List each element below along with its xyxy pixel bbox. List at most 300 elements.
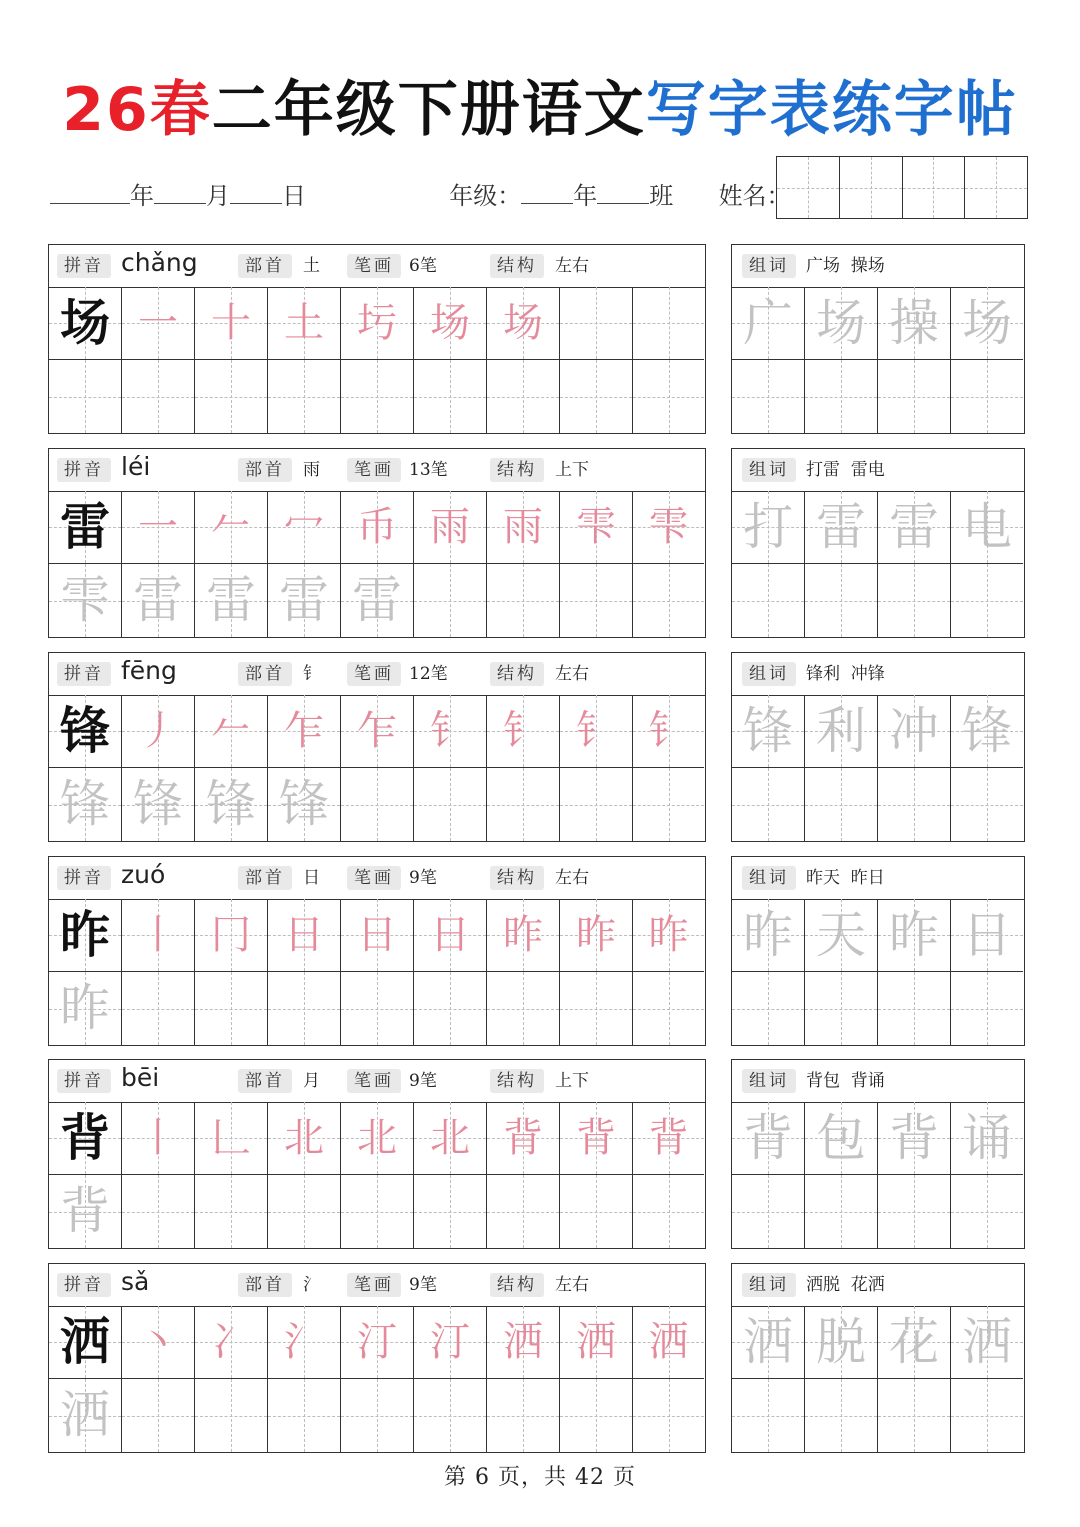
stroke-step-char: 丨 <box>138 1115 178 1161</box>
practice-cell[interactable] <box>122 972 195 1045</box>
word-card <box>731 1263 1025 1453</box>
practice-cell[interactable] <box>49 695 122 768</box>
word-trace-char: 利 <box>816 702 866 760</box>
name-label: 姓名： <box>718 182 791 210</box>
zuci-value: 广场 操场 <box>806 256 885 276</box>
stroke-step-char: 雨 <box>430 504 470 550</box>
practice-cell[interactable] <box>560 287 633 360</box>
stroke-step-char: 一 <box>138 504 178 550</box>
word-cell[interactable] <box>878 1102 951 1175</box>
practice-cell[interactable] <box>560 899 633 972</box>
word-trace-char: 昨 <box>743 906 793 964</box>
practice-cell[interactable] <box>487 768 560 841</box>
word-trace-char: 天 <box>816 906 866 964</box>
practice-cell[interactable] <box>487 1379 560 1452</box>
word-trace-char: 场 <box>816 294 866 352</box>
bushou-tag: 部首 <box>238 866 292 890</box>
zuci-value: 背包 背诵 <box>806 1071 885 1091</box>
word-cell[interactable] <box>805 768 878 841</box>
practice-cell[interactable] <box>633 287 704 360</box>
practice-cell[interactable] <box>633 1102 704 1175</box>
stroke-step-char: 钅 <box>503 708 543 754</box>
practice-cell[interactable] <box>268 287 341 360</box>
practice-cell[interactable] <box>414 360 487 433</box>
practice-cell[interactable] <box>414 695 487 768</box>
name-box[interactable] <box>776 156 1028 219</box>
practice-cell[interactable] <box>487 360 560 433</box>
char-card-header <box>49 1060 705 1103</box>
practice-cell[interactable] <box>414 1175 487 1248</box>
practice-cell[interactable] <box>268 360 341 433</box>
word-cell[interactable] <box>878 695 951 768</box>
word-cell[interactable] <box>805 564 878 637</box>
trace-char: 锋 <box>279 775 329 833</box>
word-trace-char: 花 <box>889 1313 939 1371</box>
practice-cell[interactable] <box>633 360 704 433</box>
word-trace-char: 背 <box>889 1109 939 1167</box>
practice-cell[interactable] <box>414 564 487 637</box>
practice-cell[interactable] <box>122 899 195 972</box>
practice-cell[interactable] <box>560 1175 633 1248</box>
stroke-step-char: 洒 <box>648 1319 689 1365</box>
practice-cell[interactable] <box>633 491 704 564</box>
practice-cell[interactable] <box>560 360 633 433</box>
zuci-value: 昨天 昨日 <box>806 868 885 888</box>
pinyin-value: léi <box>121 452 151 481</box>
practice-cell[interactable] <box>195 491 268 564</box>
practice-cell[interactable] <box>268 491 341 564</box>
stroke-step-char: 昨 <box>648 912 689 958</box>
bihua-tag: 笔画 <box>347 662 401 686</box>
practice-cell[interactable] <box>49 491 122 564</box>
practice-cell[interactable] <box>633 1175 704 1248</box>
jiegou-tag: 结构 <box>490 254 544 278</box>
word-trace-char: 打 <box>743 498 793 556</box>
month-label: 月 <box>206 182 230 210</box>
zuci-value: 洒脱 花洒 <box>806 1275 885 1295</box>
practice-cell[interactable] <box>487 972 560 1045</box>
grade-blank[interactable] <box>521 185 573 204</box>
word-cell[interactable] <box>878 899 951 972</box>
title-part-black: 二年级下册语文 <box>211 75 646 145</box>
word-cell[interactable] <box>732 491 805 564</box>
practice-cell[interactable] <box>268 564 341 637</box>
zuci-tag: 组词 <box>742 458 796 482</box>
word-cell[interactable] <box>805 695 878 768</box>
word-cell[interactable] <box>805 360 878 433</box>
stroke-step-char: 丨 <box>138 912 178 958</box>
practice-cell[interactable] <box>414 1102 487 1175</box>
stroke-step-char: 洒 <box>576 1319 616 1365</box>
practice-cell[interactable] <box>195 1102 268 1175</box>
bihua-value: 9笔 <box>409 868 437 888</box>
bihua-tag: 笔画 <box>347 458 401 482</box>
jiegou-tag: 结构 <box>490 1069 544 1093</box>
zuci-tag: 组词 <box>742 866 796 890</box>
jiegou-value: 左右 <box>555 868 589 888</box>
name-cell[interactable] <box>965 157 1027 218</box>
info-line <box>50 176 791 211</box>
name-cell[interactable] <box>777 157 840 218</box>
practice-cell[interactable] <box>122 564 195 637</box>
month-blank[interactable] <box>154 185 206 204</box>
stroke-step-char: 雨 <box>503 504 543 550</box>
trace-char: 锋 <box>206 775 256 833</box>
word-cell[interactable] <box>805 1379 878 1452</box>
bushou-tag: 部首 <box>238 662 292 686</box>
word-cell[interactable] <box>878 1306 951 1379</box>
jiegou-tag: 结构 <box>490 1273 544 1297</box>
jiegou-tag: 结构 <box>490 662 544 686</box>
practice-cell[interactable] <box>487 695 560 768</box>
practice-cell[interactable] <box>341 1175 414 1248</box>
jiegou-value: 上下 <box>555 460 589 480</box>
stroke-step-char: 乍 <box>357 708 397 754</box>
practice-cell[interactable] <box>414 491 487 564</box>
char-card <box>48 1263 706 1453</box>
title-part-blue: 写字表练字帖 <box>645 75 1018 145</box>
practice-cell[interactable] <box>633 899 704 972</box>
zuci-value: 打雷 雷电 <box>806 460 885 480</box>
practice-cell[interactable] <box>195 1306 268 1379</box>
word-cell[interactable] <box>805 491 878 564</box>
practice-cell[interactable] <box>49 564 122 637</box>
practice-cell[interactable] <box>195 768 268 841</box>
pinyin-value: bēi <box>121 1063 160 1092</box>
practice-cell[interactable] <box>268 899 341 972</box>
word-cell[interactable] <box>805 899 878 972</box>
stroke-step-char: 昨 <box>576 912 616 958</box>
stroke-step-char: 背 <box>648 1115 689 1161</box>
stroke-step-char: 日 <box>284 912 324 958</box>
word-cell[interactable] <box>732 695 805 768</box>
year-blank[interactable] <box>50 185 130 204</box>
practice-cell[interactable] <box>414 972 487 1045</box>
stroke-step-char: 雫 <box>576 504 616 550</box>
word-card-header <box>732 449 1024 492</box>
word-cell[interactable] <box>805 972 878 1045</box>
practice-cell[interactable] <box>122 360 195 433</box>
bihua-tag: 笔画 <box>347 254 401 278</box>
word-trace-char: 电 <box>962 498 1012 556</box>
word-cell[interactable] <box>805 287 878 360</box>
word-cell[interactable] <box>732 768 805 841</box>
word-cell[interactable] <box>732 899 805 972</box>
stroke-step-char: 𠂉 <box>211 504 251 550</box>
word-cell[interactable] <box>732 564 805 637</box>
practice-cell[interactable] <box>560 768 633 841</box>
char-card <box>48 244 706 434</box>
practice-cell[interactable] <box>268 1379 341 1452</box>
word-cell[interactable] <box>878 1379 951 1452</box>
model-char: 昨 <box>60 905 110 964</box>
zuci-value: 锋利 冲锋 <box>806 664 885 684</box>
practice-cell[interactable] <box>560 1379 633 1452</box>
word-trace-char: 脱 <box>816 1313 866 1371</box>
word-cell[interactable] <box>805 1306 878 1379</box>
practice-cell[interactable] <box>633 564 704 637</box>
pinyin-tag: 拼音 <box>57 1069 111 1093</box>
practice-cell[interactable] <box>49 899 122 972</box>
stroke-step-char: 𠃊 <box>211 1115 251 1161</box>
practice-cell[interactable] <box>341 972 414 1045</box>
name-cell[interactable] <box>840 157 903 218</box>
practice-cell[interactable] <box>122 491 195 564</box>
jiegou-value: 左右 <box>555 256 589 276</box>
word-cell[interactable] <box>732 1102 805 1175</box>
stroke-step-char: 场 <box>430 300 470 346</box>
practice-cell[interactable] <box>341 491 414 564</box>
trace-char: 雷 <box>206 571 256 629</box>
word-card <box>731 1059 1025 1249</box>
word-cell[interactable] <box>878 564 951 637</box>
word-cell[interactable] <box>951 768 1023 841</box>
class-label: 班 <box>649 182 674 210</box>
char-card-header <box>49 1264 705 1307</box>
practice-cell[interactable] <box>49 1379 122 1452</box>
practice-cell[interactable] <box>49 1102 122 1175</box>
word-trace-char: 日 <box>962 906 1012 964</box>
jiegou-value: 左右 <box>555 1275 589 1295</box>
word-card-header <box>732 1264 1024 1307</box>
page-title <box>0 74 1080 146</box>
stroke-step-char: 钅 <box>430 708 470 754</box>
stroke-step-char: 日 <box>357 912 397 958</box>
stroke-step-char: 钅 <box>576 708 616 754</box>
bihua-value: 12笔 <box>409 664 448 684</box>
practice-cell[interactable] <box>341 1379 414 1452</box>
practice-cell[interactable] <box>49 972 122 1045</box>
practice-cell[interactable] <box>195 564 268 637</box>
practice-cell[interactable] <box>560 491 633 564</box>
practice-cell[interactable] <box>195 360 268 433</box>
word-card-header <box>732 653 1024 696</box>
practice-cell[interactable] <box>268 1102 341 1175</box>
char-card-header <box>49 245 705 288</box>
practice-cell[interactable] <box>341 564 414 637</box>
word-cell[interactable] <box>951 899 1023 972</box>
word-trace-char: 昨 <box>889 906 939 964</box>
stroke-step-char: 丶 <box>138 1319 178 1365</box>
practice-cell[interactable] <box>560 1102 633 1175</box>
word-card <box>731 652 1025 842</box>
practice-cell[interactable] <box>268 768 341 841</box>
practice-cell[interactable] <box>122 287 195 360</box>
bihua-tag: 笔画 <box>347 866 401 890</box>
zuci-tag: 组词 <box>742 254 796 278</box>
model-char: 锋 <box>60 701 110 760</box>
bushou-value: 氵 <box>303 1275 320 1295</box>
practice-cell[interactable] <box>341 287 414 360</box>
practice-cell[interactable] <box>560 972 633 1045</box>
word-cell[interactable] <box>951 695 1023 768</box>
word-cell[interactable] <box>732 1306 805 1379</box>
word-cell[interactable] <box>805 1102 878 1175</box>
word-cell[interactable] <box>878 768 951 841</box>
class-blank[interactable] <box>597 185 649 204</box>
word-cell[interactable] <box>951 1306 1023 1379</box>
practice-cell[interactable] <box>633 768 704 841</box>
day-blank[interactable] <box>230 185 282 204</box>
trace-char: 洒 <box>60 1386 110 1444</box>
word-cell[interactable] <box>878 972 951 1045</box>
word-cell[interactable] <box>951 491 1023 564</box>
pinyin-tag: 拼音 <box>57 1273 111 1297</box>
bihua-value: 6笔 <box>409 256 437 276</box>
practice-cell[interactable] <box>560 1306 633 1379</box>
word-trace-char: 洒 <box>743 1313 793 1371</box>
bihua-value: 13笔 <box>409 460 448 480</box>
char-card <box>48 448 706 638</box>
practice-cell[interactable] <box>487 899 560 972</box>
practice-cell[interactable] <box>268 1306 341 1379</box>
practice-cell[interactable] <box>122 1379 195 1452</box>
zuci-tag: 组词 <box>742 662 796 686</box>
jiegou-tag: 结构 <box>490 458 544 482</box>
word-trace-char: 洒 <box>962 1313 1012 1371</box>
practice-cell[interactable] <box>341 768 414 841</box>
word-trace-char: 雷 <box>889 498 939 556</box>
bushou-tag: 部首 <box>238 254 292 278</box>
bushou-value: 日 <box>303 868 320 888</box>
word-card <box>731 448 1025 638</box>
practice-cell[interactable] <box>487 564 560 637</box>
practice-cell[interactable] <box>49 1175 122 1248</box>
practice-cell[interactable] <box>268 695 341 768</box>
practice-cell[interactable] <box>195 899 268 972</box>
word-cell[interactable] <box>951 360 1023 433</box>
practice-cell[interactable] <box>341 899 414 972</box>
page-footer: 第 6 页，共 42 页 <box>444 1465 636 1490</box>
char-card-header <box>49 857 705 900</box>
bushou-value: 土 <box>303 256 320 276</box>
stroke-step-char: 币 <box>357 504 397 550</box>
word-card <box>731 856 1025 1046</box>
practice-cell[interactable] <box>195 1379 268 1452</box>
pinyin-value: sǎ <box>121 1267 150 1296</box>
word-cell[interactable] <box>951 1175 1023 1248</box>
word-cell[interactable] <box>732 1175 805 1248</box>
practice-cell[interactable] <box>341 695 414 768</box>
practice-cell[interactable] <box>122 695 195 768</box>
word-trace-char: 锋 <box>962 702 1012 760</box>
practice-cell[interactable] <box>122 1175 195 1248</box>
model-char: 洒 <box>60 1312 110 1371</box>
practice-cell[interactable] <box>49 287 122 360</box>
practice-cell[interactable] <box>633 972 704 1045</box>
practice-cell[interactable] <box>195 695 268 768</box>
bihua-tag: 笔画 <box>347 1069 401 1093</box>
practice-cell[interactable] <box>122 768 195 841</box>
bihua-value: 9笔 <box>409 1275 437 1295</box>
stroke-step-char: 十 <box>211 300 251 346</box>
char-card <box>48 856 706 1046</box>
word-cell[interactable] <box>951 564 1023 637</box>
word-cell[interactable] <box>732 972 805 1045</box>
word-cell[interactable] <box>805 1175 878 1248</box>
title-part-red: 26春 <box>62 75 212 145</box>
practice-cell[interactable] <box>414 287 487 360</box>
word-trace-char: 场 <box>962 294 1012 352</box>
word-cell[interactable] <box>878 360 951 433</box>
practice-cell[interactable] <box>414 899 487 972</box>
word-cell[interactable] <box>878 287 951 360</box>
word-cell[interactable] <box>951 972 1023 1045</box>
char-card-header <box>49 449 705 492</box>
word-cell[interactable] <box>878 491 951 564</box>
bihua-tag: 笔画 <box>347 1273 401 1297</box>
practice-cell[interactable] <box>195 1175 268 1248</box>
practice-cell[interactable] <box>487 1306 560 1379</box>
pinyin-value: chǎng <box>121 248 198 277</box>
practice-cell[interactable] <box>414 1306 487 1379</box>
word-cell[interactable] <box>732 1379 805 1452</box>
practice-cell[interactable] <box>268 1175 341 1248</box>
practice-cell[interactable] <box>341 1306 414 1379</box>
word-trace-char: 背 <box>743 1109 793 1167</box>
practice-cell[interactable] <box>49 1306 122 1379</box>
trace-char: 背 <box>60 1182 110 1240</box>
practice-cell[interactable] <box>341 360 414 433</box>
pinyin-tag: 拼音 <box>57 662 111 686</box>
char-card-header <box>49 653 705 696</box>
word-cell[interactable] <box>951 1379 1023 1452</box>
word-cell[interactable] <box>951 287 1023 360</box>
grade-nian-label: 年 <box>573 182 598 210</box>
stroke-step-char: 氵 <box>284 1319 324 1365</box>
word-cell[interactable] <box>951 1102 1023 1175</box>
practice-cell[interactable] <box>633 1306 704 1379</box>
practice-cell[interactable] <box>268 972 341 1045</box>
practice-cell[interactable] <box>195 287 268 360</box>
word-trace-char: 包 <box>816 1109 866 1167</box>
practice-cell[interactable] <box>487 491 560 564</box>
practice-cell[interactable] <box>487 1102 560 1175</box>
practice-cell[interactable] <box>487 1175 560 1248</box>
bushou-value: 月 <box>303 1071 320 1091</box>
char-card <box>48 652 706 842</box>
practice-cell[interactable] <box>633 1379 704 1452</box>
word-cell[interactable] <box>878 1175 951 1248</box>
practice-cell[interactable] <box>49 768 122 841</box>
trace-char: 锋 <box>60 775 110 833</box>
bushou-value: 钅 <box>303 664 320 684</box>
word-cell[interactable] <box>732 287 805 360</box>
practice-cell[interactable] <box>633 695 704 768</box>
stroke-step-char: 背 <box>576 1115 616 1161</box>
practice-cell[interactable] <box>560 564 633 637</box>
stroke-step-char: 洒 <box>503 1319 543 1365</box>
practice-cell[interactable] <box>122 1306 195 1379</box>
stroke-step-char: 钅 <box>648 708 689 754</box>
practice-cell[interactable] <box>487 287 560 360</box>
word-trace-char: 诵 <box>962 1109 1012 1167</box>
jiegou-tag: 结构 <box>490 866 544 890</box>
word-trace-char: 雷 <box>816 498 866 556</box>
trace-char: 雷 <box>133 571 183 629</box>
practice-cell[interactable] <box>195 972 268 1045</box>
stroke-step-char: 土 <box>284 300 324 346</box>
word-cell[interactable] <box>732 360 805 433</box>
practice-cell[interactable] <box>414 1379 487 1452</box>
jiegou-value: 上下 <box>555 1071 589 1091</box>
name-cell[interactable] <box>903 157 966 218</box>
practice-cell[interactable] <box>341 1102 414 1175</box>
practice-cell[interactable] <box>560 695 633 768</box>
practice-cell[interactable] <box>49 360 122 433</box>
practice-cell[interactable] <box>414 768 487 841</box>
practice-cell[interactable] <box>122 1102 195 1175</box>
